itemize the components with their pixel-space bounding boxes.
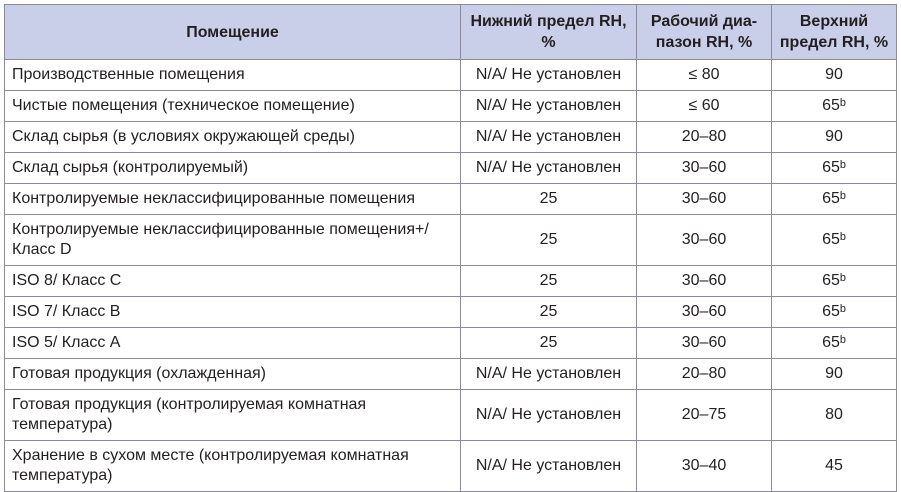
table-row [5,122,897,153]
working-range-cell: ≤ 60 [637,91,772,122]
working-range-cell: 30–60 [637,297,772,328]
table-body [5,60,897,492]
lower-limit-cell: 25 [461,215,637,266]
header-row [5,5,897,60]
upper-limit-cell: 90 [772,122,897,153]
working-range-cell: 30–60 [637,215,772,266]
working-range-cell: 30–60 [637,328,772,359]
table-row [5,215,897,266]
room-cell: ISO 7/ Класс B [5,297,461,328]
lower-limit-cell: 25 [461,184,637,215]
header-working-range: Рабочий диа-пазон RH, % [637,5,772,60]
working-range-cell: ≤ 80 [637,60,772,91]
upper-limit-cell: 65ᵇ [772,91,897,122]
table-row [5,297,897,328]
table-row [5,390,897,441]
room-cell: Производственные помещения [5,60,461,91]
room-cell: Контролируемые неклассифицированные помещения+/ Класс D [5,215,461,266]
upper-limit-cell: 65ᵇ [772,184,897,215]
header-lower-limit: Нижний предел RH, % [461,5,637,60]
lower-limit-cell: N/A/ Не установлен [461,359,637,390]
lower-limit-cell: N/A/ Не установлен [461,390,637,441]
working-range-cell: 20–80 [637,122,772,153]
table-row [5,328,897,359]
table-row [5,153,897,184]
room-cell: Чистые помещения (техническое помещение) [5,91,461,122]
upper-limit-cell: 65ᵇ [772,215,897,266]
room-cell: Хранение в сухом месте (контролируемая комнатная температура) [5,441,461,492]
table-row [5,441,897,492]
lower-limit-cell: N/A/ Не установлен [461,441,637,492]
table-row [5,359,897,390]
room-cell: Контролируемые неклассифицированные помещения [5,184,461,215]
room-cell: Склад сырья (контролируемый) [5,153,461,184]
lower-limit-cell: N/A/ Не установлен [461,122,637,153]
table-header [5,5,897,60]
upper-limit-cell: 45 [772,441,897,492]
working-range-cell: 30–60 [637,153,772,184]
table-row [5,60,897,91]
table-row [5,91,897,122]
working-range-cell: 20–75 [637,390,772,441]
room-cell: Готовая продукция (контролируемая комнатная температура) [5,390,461,441]
humidity-limits-table [4,4,897,492]
lower-limit-cell: 25 [461,266,637,297]
room-cell: Склад сырья (в условиях окружающей среды) [5,122,461,153]
header-upper-limit: Верхний предел RH, % [772,5,897,60]
upper-limit-cell: 90 [772,359,897,390]
lower-limit-cell: N/A/ Не установлен [461,153,637,184]
working-range-cell: 30–60 [637,184,772,215]
upper-limit-cell: 65ᵇ [772,328,897,359]
working-range-cell: 20–80 [637,359,772,390]
header-room: Помещение [5,5,461,60]
lower-limit-cell: N/A/ Не установлен [461,60,637,91]
upper-limit-cell: 80 [772,390,897,441]
lower-limit-cell: 25 [461,328,637,359]
upper-limit-cell: 65ᵇ [772,153,897,184]
upper-limit-cell: 65ᵇ [772,266,897,297]
upper-limit-cell: 90 [772,60,897,91]
upper-limit-cell: 65ᵇ [772,297,897,328]
table-row [5,184,897,215]
room-cell: ISO 8/ Класс C [5,266,461,297]
room-cell: Готовая продукция (охлажденная) [5,359,461,390]
working-range-cell: 30–60 [637,266,772,297]
room-cell: ISO 5/ Класс A [5,328,461,359]
table-row [5,266,897,297]
lower-limit-cell: N/A/ Не установлен [461,91,637,122]
lower-limit-cell: 25 [461,297,637,328]
working-range-cell: 30–40 [637,441,772,492]
